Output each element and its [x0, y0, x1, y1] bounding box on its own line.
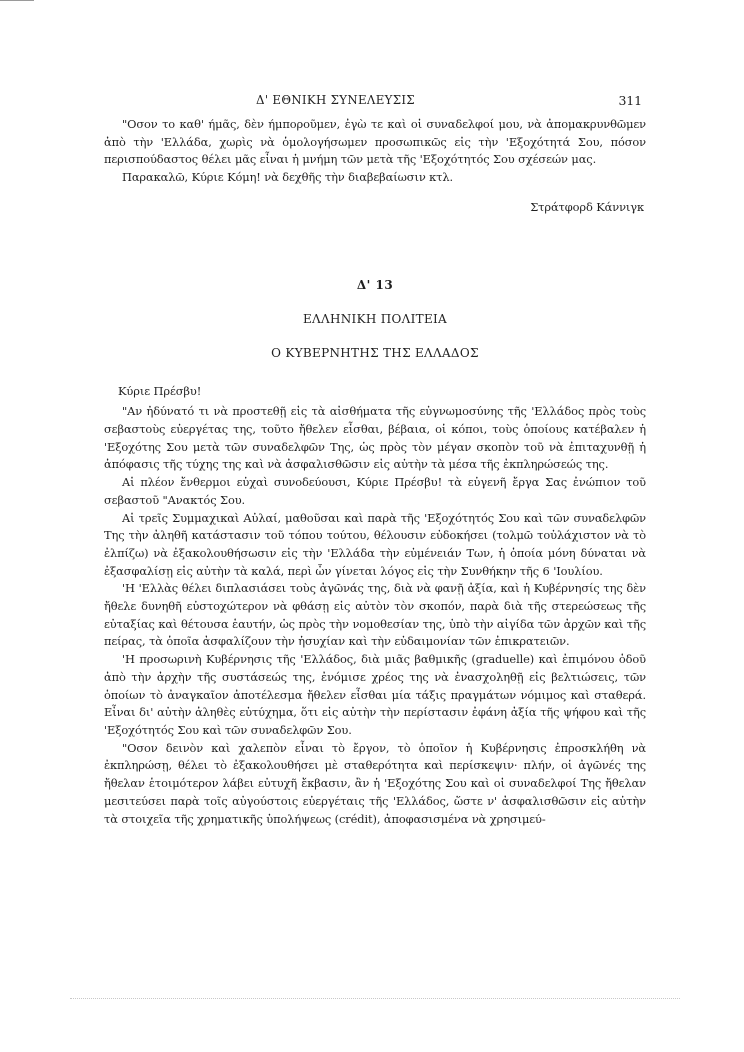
heading-governor: Ο ΚΥΒΕΡΝΗΤΗΣ ΤΗΣ ΕΛΛΑΔΟΣ	[271, 345, 479, 360]
body-paragraph: 'Η προσωρινὴ Κυβέρνησις τῆς 'Ελλάδος, διὰ μιᾶς βαθμικῆς (graduelle) καὶ ἐπιμόνου ὁδοῦ ἀπὸ τὴν ἀρχὴν τῆς συστάσεώς της, ἐνόμισε χρέος της νὰ ἐνασχοληθῇ εἰς βελτιώσεις, τῶν ὁποίων τὸ ἀναγκαῖον ἀποτέλεσμα ἤθελεν εἶσθαι μία τάξις πραγμάτων νόμιμος καὶ σταθερά. Εἶναι δι' αὐτὴν ἀληθὲς εὐτύχημα, ὅτι εἰς αὐτὴν τὴν περίστασιν ἐφάνη ἀξία τῆς ψήφου καὶ τῆς 'Εξοχότητός Σου καὶ τῶν συναδελφῶν Σου.	[104, 652, 646, 737]
running-title: Δ' ΕΘΝΙΚΗ ΣΥΝΕΛΕΥΣΙΣ	[256, 93, 415, 107]
body-paragraph: Αἱ πλέον ἔνθερμοι εὐχαὶ συνοδεύουσι, Κύριε Πρέσβυ! τὰ εὐγενῆ ἔργα Σας ἐνώπιον τοῦ σεβαστοῦ "Ανακτός Σου.	[104, 475, 646, 507]
intro-paragraph: Παρακαλῶ, Κύριε Κόμη! νὰ δεχθῆς τὴν διαβεβαίωσιν κτλ.	[122, 170, 454, 185]
body-paragraph: "Οσον δεινὸν καὶ χαλεπὸν εἶναι τὸ ἔργον, τὸ ὁποῖον ἡ Κυβέρνησις ἐπροσκλήθη νὰ ἐκπληρώσῃ, θέλει τὸ ἐξακολουθήσει μὲ σταθερότητα καὶ περίσκεψιν· πλήν, οἱ ἀγῶνές της ἤθελαν ἑτοιμότερον λάβει εὐτυχῆ ἔκβασιν, ἂν ἡ 'Εξοχότης Σου καὶ οἱ συναδελφοί Της ἤθελαν μεσιτεύσει παρὰ τοῖς αὐγούστοις εὐεργέταις τῆς 'Ελλάδος, ὥστε ν' ἀσφαλισθῶσιν εἰς αὐτὴν τὰ στοιχεῖα τῆς χρηματικῆς ὑπολήψεως (crédit), ἀποφασισμένα νὰ χρησιμεύ-	[104, 740, 646, 826]
running-header	[104, 92, 646, 112]
scan-bottom-edge	[70, 998, 680, 1001]
scan-edge-mark	[0, 0, 34, 1]
intro-paragraph: "Οσον το καθ' ήμᾶς, δὲν ήμποροῦμεν, ἐγὼ τε καὶ οἱ συναδελφοί μου, νὰ ἀπομακρυνθῶμεν ἀπὸ τὴν 'Ελλάδα, χωρὶς νὰ ὁμολογήσωμεν προσωπικῶς εἰς τὴν 'Εξοχότητά Σου, πόσον περισπούδαστος θέλει μᾶς εἶναι ἡ μνήμη τῶν μετὰ τῆς 'Εξοχότητός Σου σχέσεών μας.	[104, 117, 646, 167]
body-paragraph: 'Η 'Ελλὰς θέλει διπλασιάσει τοὺς ἀγῶνάς της, διὰ νὰ φανῇ ἀξία, καὶ ἡ Κυβέρνησίς της δὲν ἤθελε δυνηθῆ εὐστοχώτερον νὰ φθάσῃ εἰς αὐτὸν τὸν σκοπόν, παρὰ διὰ τῆς στερεώσεως τῆς εὐταξίας καὶ θέτουσα ἑαυτήν, ὡς πρὸς τὴν νομοθεσίαν της, ὑπὸ τὴν αἰγίδα τῶν ἀρχῶν καὶ τῆς πείρας, τὰ ὁποῖα ἀσφαλίζουν τὴν ἡσυχίαν καὶ τὴν εὐδαιμονίαν τῶν ἐπικρατειῶν.	[104, 581, 646, 649]
document-page	[104, 92, 646, 828]
body-paragraph: "Αν ἠδύνατό τι νὰ προστεθῇ εἰς τὰ αἰσθήματα τῆς εὐγνωμοσύνης τῆς 'Ελλάδος πρὸς τοὺς σεβαστοὺς εὐεργέτας της, τοῦτο ἤθελεν εἶσθαι, βέβαια, οἱ κόποι, τοὺς ὁποίους κατέβαλεν ἡ 'Εξοχότης Σου μετὰ τῶν συναδελφῶν Της, ὡς πρὸς τὸν μέγαν σκοπὸν τοῦ νὰ ἐπιταχυνθῇ ἡ ἀπόφασις τῆς τύχης της καὶ νὰ ἀσφαλισθῶσιν εἰς αὐτὴν τὰ μέσα τῆς ἐκπληρώσεώς της.	[104, 404, 646, 472]
document-number: Δ' 13	[356, 277, 394, 292]
body-paragraph: Αἱ τρεῖς Συμμαχικαὶ Αὐλαί, μαθοῦσαι καὶ παρὰ τῆς 'Εξοχότητός Σου καὶ τῶν συναδελφῶν Της τὴν ἀληθῆ κατάστασιν τοῦ τόπου τούτου, θέλουσιν εὐδοκήσει (τολμῶ τοὐλάχιστον νὰ τὸ ἐλπίζω) νὰ ἐξακολουθήσωσιν εἰς τὴν 'Ελλάδα τὴν εὐμένειάν Των, ἡ ὁποία μόνη δύναται νὰ ἐξασφαλίσῃ εἰς αὐτὴν τὰ καλά, περὶ ὧν γίνεται λόγος εἰς τὴν Συνθήκην τῆς 6 'Ιουλίου.	[104, 510, 646, 578]
page-number: 311	[618, 93, 642, 108]
signature: Στράτφορδ Κάννιγκ	[530, 199, 644, 214]
salutation: Κύριε Πρέσβυ!	[118, 383, 202, 398]
heading-state: ΕΛΛΗΝΙΚΗ ΠΟΛΙΤΕΙΑ	[302, 312, 448, 327]
